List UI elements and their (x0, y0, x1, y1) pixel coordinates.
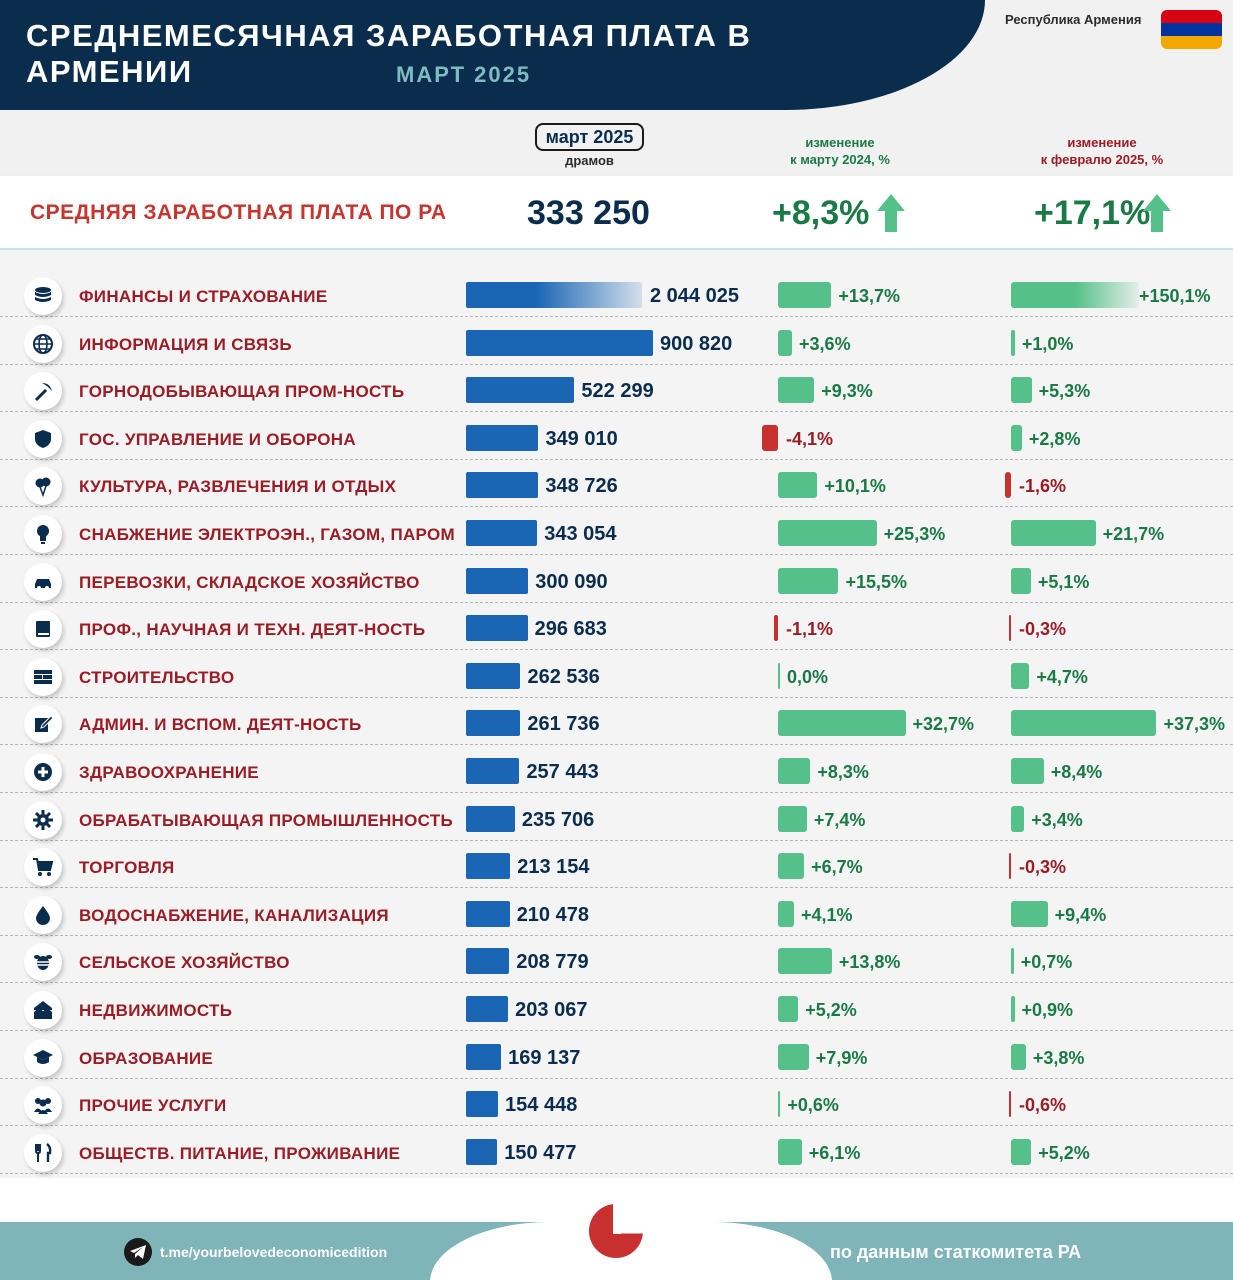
yoy-change-value: +5,2% (805, 1000, 857, 1020)
houses-icon (24, 991, 62, 1029)
salary-bar (466, 758, 519, 784)
table-row (0, 1079, 1233, 1126)
yoy-change-bar (778, 472, 817, 498)
industry-label: ОБРАБАТЫВАЮЩАЯ ПРОМЫШЛЕННОСТЬ (79, 810, 454, 830)
yoy-change-value: +3,6% (799, 333, 851, 354)
armenia-flag-icon (1161, 10, 1222, 49)
logo-icon (583, 1198, 649, 1264)
water-drop-icon (24, 896, 62, 934)
industry-label: СНАБЖЕНИЕ ЭЛЕКТРОЭН., ГАЗОМ, ПАРОМ (79, 525, 455, 544)
column-header-march: март 2025 (535, 123, 644, 151)
industry-label: СТРОИТЕЛЬСТВО (79, 667, 235, 687)
globe-icon (24, 325, 62, 363)
salary-value: 203 067 (515, 999, 588, 1021)
column-header-yoy-line2: к марту 2024, % (790, 152, 890, 167)
yoy-change-value: +7,9% (815, 1047, 868, 1068)
mom-change-bar (1011, 663, 1029, 689)
mom-change-bar (1011, 948, 1014, 974)
mom-change-value: +0,9% (1021, 1000, 1074, 1020)
yoy-change-bar (778, 806, 807, 832)
mom-change-bar (1011, 710, 1156, 736)
bee-icon (24, 943, 62, 981)
industry-label: ПЕРЕВОЗКИ, СКЛАДСКОЕ ХОЗЯЙСТВО (79, 572, 420, 592)
mom-change-value: +150,1% (1139, 286, 1211, 306)
table-row (0, 936, 1233, 983)
telegram-icon[interactable] (124, 1238, 152, 1266)
industry-label: НЕДВИЖИМОСТЬ (79, 1001, 233, 1020)
salary-value: 235 706 (521, 808, 595, 831)
mom-change-value: -0,3% (1019, 619, 1067, 640)
country-label: Республика Армения (1005, 12, 1142, 27)
column-header-yoy-line1: изменение (805, 135, 875, 150)
industry-label: ВОДОСНАБЖЕНИЕ, КАНАЛИЗАЦИЯ (79, 905, 389, 925)
mom-change-value: +21,7% (1102, 524, 1165, 544)
yoy-change-bar (778, 282, 831, 308)
salary-bar (466, 568, 528, 594)
yoy-change-bar (778, 377, 814, 403)
mom-change-value: +2,8% (1028, 428, 1081, 449)
salary-value: 900 820 (660, 332, 733, 355)
table-row (0, 508, 1233, 555)
mom-change-bar (1011, 901, 1048, 927)
table-row (0, 746, 1233, 793)
yoy-change-bar (778, 853, 804, 879)
salary-bar (466, 472, 538, 498)
salary-bar (466, 853, 510, 879)
salary-value: 169 137 (508, 1046, 581, 1069)
yoy-change-value: +32,7% (912, 714, 975, 735)
column-header-mom (982, 134, 1222, 168)
industry-label: ОБЩЕСТВ. ПИТАНИЕ, ПРОЖИВАНИЕ (79, 1143, 401, 1163)
yoy-change-bar (778, 1044, 809, 1070)
yoy-change-value: +25,3% (883, 524, 946, 544)
flag-stripe-red (1161, 10, 1222, 23)
cutlery-icon (24, 1134, 62, 1172)
lightbulb-icon (24, 515, 62, 553)
book-icon (24, 610, 62, 648)
industry-label: АДМИН. И ВСПОМ. ДЕЯТ-НОСТЬ (79, 715, 362, 735)
table-row (0, 984, 1233, 1031)
mom-change-value: +9,4% (1054, 904, 1107, 925)
mom-change-value: +1,0% (1021, 333, 1074, 354)
cart-icon (24, 848, 62, 886)
industry-label: КУЛЬТУРА, РАЗВЛЕЧЕНИЯ И ОТДЫХ (79, 477, 397, 497)
industry-label: ЗДРАВООХРАНЕНИЕ (79, 763, 259, 782)
table-row (0, 460, 1233, 507)
yoy-change-bar (778, 330, 792, 356)
table-row (0, 1127, 1233, 1174)
table-row (0, 318, 1233, 365)
yoy-change-bar (778, 568, 838, 594)
yoy-change-bar (762, 425, 778, 451)
salary-bar (466, 615, 528, 641)
mom-change-bar (1011, 758, 1044, 784)
table-row (0, 698, 1233, 745)
yoy-change-value: +13,7% (838, 286, 900, 306)
table-row (0, 413, 1233, 460)
mom-change-bar (1011, 282, 1139, 308)
mom-change-value: +3,4% (1031, 809, 1083, 830)
coins-icon (24, 277, 62, 315)
salary-bar (466, 1139, 497, 1165)
pickaxe-icon (24, 372, 62, 410)
table-row (0, 603, 1233, 650)
table-row (0, 365, 1233, 412)
column-header-unit: драмов (565, 153, 614, 168)
arrow-up-icon (877, 194, 905, 232)
yoy-change-bar (778, 520, 877, 546)
salary-bar (466, 425, 538, 451)
salary-bar (466, 520, 537, 546)
yoy-change-value: -1,1% (786, 619, 834, 640)
yoy-change-value: +9,3% (821, 381, 873, 402)
yoy-change-value: +6,7% (811, 857, 863, 878)
mom-change-bar (1009, 615, 1011, 641)
industry-label: ГОС. УПРАВЛЕНИЕ И ОБОРОНА (79, 429, 356, 449)
salary-bar (466, 663, 520, 689)
mom-change-value: +5,1% (1037, 571, 1090, 592)
salary-value: 343 054 (544, 523, 617, 545)
salary-bar (466, 901, 510, 927)
yoy-change-bar (778, 758, 810, 784)
yoy-change-value: +0,6% (787, 1095, 839, 1116)
edit-icon (24, 705, 62, 743)
summary-value: 333 250 (527, 194, 650, 232)
salary-value: 2 044 025 (650, 285, 739, 307)
yoy-change-value: +8,3% (817, 762, 869, 782)
graduation-cap-icon (24, 1039, 62, 1077)
salary-bar (466, 377, 574, 403)
mom-change-bar (1009, 1091, 1011, 1117)
mom-change-value: -0,6% (1019, 1095, 1067, 1116)
yoy-change-bar (778, 996, 798, 1022)
mom-change-bar (1011, 568, 1031, 594)
yoy-change-value: +4,1% (800, 904, 853, 925)
salary-value: 208 779 (516, 951, 589, 974)
salary-value: 210 478 (516, 903, 589, 926)
bricks-icon (24, 658, 62, 696)
mom-change-bar (1005, 472, 1011, 498)
summary-yoy: +8,3% (772, 194, 870, 232)
table-row (0, 651, 1233, 698)
industry-label: СЕЛЬСКОЕ ХОЗЯЙСТВО (79, 953, 290, 973)
page-subtitle: МАРТ 2025 (396, 62, 532, 87)
salary-value: 154 448 (505, 1094, 578, 1117)
yoy-change-value: +7,4% (813, 809, 866, 830)
summary-mom: +17,1% (1034, 194, 1151, 232)
yoy-change-bar (778, 1139, 802, 1165)
mom-change-value: +37,3% (1163, 714, 1226, 735)
table-row (0, 270, 1233, 317)
mom-change-bar (1011, 330, 1015, 356)
mom-change-bar (1011, 520, 1096, 546)
telegram-link[interactable]: t.me/yourbelovedeconomicedition (160, 1244, 388, 1260)
industry-label: ФИНАНСЫ И СТРАХОВАНИЕ (79, 287, 328, 306)
salary-bar (466, 1091, 498, 1117)
arrow-up-icon (1143, 194, 1171, 232)
yoy-change-value: +6,1% (808, 1142, 861, 1163)
yoy-change-bar (778, 901, 794, 927)
salary-bar (466, 282, 642, 308)
mom-change-value: -1,6% (1019, 476, 1067, 497)
car-icon (24, 563, 62, 601)
flag-stripe-blue (1161, 23, 1222, 36)
salary-bar (466, 330, 653, 356)
salary-value: 300 090 (535, 570, 608, 593)
balloons-icon (24, 467, 62, 505)
mom-change-value: +5,3% (1038, 381, 1091, 402)
salary-value: 296 683 (534, 618, 607, 641)
mom-change-bar (1011, 996, 1015, 1022)
table-row (0, 889, 1233, 936)
industry-label: ПРОФ., НАУЧНАЯ И ТЕХН. ДЕЯТ-НОСТЬ (79, 620, 426, 640)
industry-label: ГОРНОДОБЫВАЮЩАЯ ПРОМ-НОСТЬ (79, 382, 405, 402)
mom-change-bar (1011, 377, 1032, 403)
salary-value: 213 154 (517, 856, 590, 879)
yoy-change-value: 0,0% (787, 666, 829, 687)
gear-icon (24, 801, 62, 839)
mom-change-bar (1009, 853, 1011, 879)
column-header-mom-line1: изменение (1067, 135, 1137, 150)
yoy-change-bar (778, 710, 906, 736)
people-icon (24, 1086, 62, 1124)
summary-label: СРЕДНЯЯ ЗАРАБОТНАЯ ПЛАТА ПО РА (30, 201, 447, 224)
column-header-mom-line2: к февралю 2025, % (1040, 152, 1164, 167)
medical-cross-icon (24, 753, 62, 791)
salary-value: 257 443 (526, 761, 599, 783)
mom-change-bar (1011, 806, 1024, 832)
industry-label: ИНФОРМАЦИЯ И СВЯЗЬ (79, 334, 292, 354)
salary-bar (466, 948, 509, 974)
mom-change-value: +4,7% (1036, 666, 1088, 687)
salary-bar (466, 996, 508, 1022)
shield-icon (24, 420, 62, 458)
industry-label: ОБРАЗОВАНИЕ (79, 1048, 214, 1068)
mom-change-value: +0,7% (1020, 952, 1073, 973)
table-row (0, 1032, 1233, 1079)
yoy-change-bar (778, 948, 832, 974)
mom-change-bar (1011, 425, 1022, 451)
yoy-change-bar (774, 615, 778, 641)
page-title: СРЕДНЕМЕСЯЧНАЯ ЗАРАБОТНАЯ ПЛАТА В АРМЕНИИ (26, 18, 752, 89)
industry-label: ПРОЧИЕ УСЛУГИ (79, 1096, 227, 1116)
salary-bar (466, 710, 520, 736)
table-row (0, 556, 1233, 603)
mom-change-value: +8,4% (1050, 762, 1103, 782)
mom-change-value: +5,2% (1038, 1142, 1090, 1163)
salary-bar (466, 1044, 501, 1070)
yoy-change-bar (778, 663, 780, 689)
mom-change-value: +3,8% (1032, 1047, 1085, 1068)
yoy-change-bar (778, 1091, 780, 1117)
flag-stripe-orange (1161, 36, 1222, 49)
table-row (0, 794, 1233, 841)
industry-label: ТОРГОВЛЯ (79, 858, 175, 878)
salary-value: 522 299 (581, 380, 654, 403)
salary-value: 262 536 (527, 665, 600, 688)
salary-value: 348 726 (545, 475, 618, 498)
mom-change-bar (1011, 1044, 1026, 1070)
yoy-change-value: +15,5% (845, 571, 907, 592)
yoy-change-value: -4,1% (786, 428, 834, 449)
source-note: по данным статкомитета РА (830, 1242, 1082, 1262)
column-header-yoy (720, 134, 960, 168)
mom-change-bar (1011, 1139, 1031, 1165)
yoy-change-value: +10,1% (824, 476, 886, 497)
salary-bar (466, 806, 515, 832)
table-row (0, 841, 1233, 888)
yoy-change-value: +13,8% (838, 952, 901, 973)
salary-value: 261 736 (527, 713, 600, 736)
salary-value: 150 477 (504, 1141, 577, 1164)
salary-value: 349 010 (545, 427, 618, 450)
mom-change-value: -0,3% (1019, 857, 1067, 878)
